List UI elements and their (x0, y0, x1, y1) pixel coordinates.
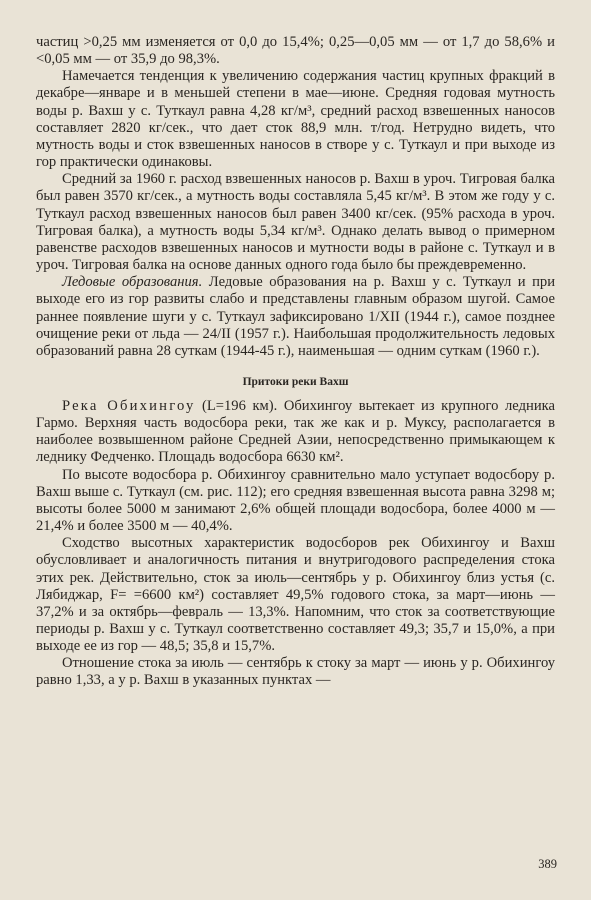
ice-lead: Ледовые образования. (62, 274, 203, 291)
section-title: Притоки реки Вахш (242, 375, 349, 388)
paragraph-turbidity: Намечается тенденция к увеличению содержания частиц крупных фракций в декабре—январе и в меньшей степени в мае—июне. Средняя годовая мутность воды р. Вахш у с. Туткаул равна 4,28 кг/м³, средний расход взвешенных наносов составляет 2820 кг/сек., что дает сток 88,9 млн. т/год. Нетрудно видеть, что мутность воды и сток взвешенных наносов в створе у с. Туткаул и при выходе из гор практически одинаковы. (36, 68, 555, 171)
obikhingou-text: (L=196 км). Обихингоу вытекает из крупного ледника Гармо. Верхняя часть водосбора реки, так же как и р. Муксу, располагается в наиболее возвышенном районе Средней Азии, непосредственно примыкающем к леднику Федченко. Площадь водосбора 6630 км². (36, 397, 555, 466)
ice-text: Ледовые образования на р. Вахш у с. Туткаул и при выходе его из гор развиты слабо и представлены главным образом шугой. Самое раннее появление шуги у с. Туткаул зафиксировано 1/XII (1944 г.), самое позднее очищение реки от льда — 24/II (1957 г.). Наибольшая продолжительность ледовых образований равна 28 суткам (1944-45 г.), наименьшая — одним суткам (1960 г.). (36, 274, 556, 359)
page-number: 389 (538, 857, 557, 871)
obikhingou-lead: Река Обихингоу (62, 397, 196, 414)
paragraph-ice (36, 274, 555, 360)
paragraph-1960-discharge: Средний за 1960 г. расход взвешенных наносов р. Вахш в уроч. Тигровая балка был равен 3570 кг/сек., а мутность воды составляла 5,45 кг/м³. В этом же году у с. Туткаул расход взвешенных наносов был равен 3400 кг/сек. (95% расхода в уроч. Тигровая балка), а мутность воды 5,34 кг/м³. Однако делать вывод о примерном равенстве расходов взвешенных наносов и мутности воды в районе с. Туткаул и в уроч. Тигровая балка на основе данных одного года было бы преждевременно. (36, 171, 555, 274)
paragraph-runoff-similarity: Сходство высотных характеристик водосборов рек Обихингоу и Вахш обусловливает и аналогичность питания и внутригодового распределения стока этих рек. Действительно, сток за июль—сентябрь у р. Обихингоу близ устья (с. Лябиджар, F= =6600 км²) составляет 49,5% годового стока, за март—июнь — 37,2% и за октябрь—февраль — 13,3%. Напомним, что сток за соответствующие периоды р. Вахш у с. Туткаул соответственно составляет 49,3; 35,7 и 15,0%, а при выходе ее из гор — 48,5; 35,8 и 15,7%. (36, 535, 555, 655)
paragraph-obikhingou (36, 398, 555, 467)
paragraph-runoff-ratio: Отношение стока за июль — сентябрь к стоку за март — июнь у р. Обихингоу равно 1,33, а у р. Вахш в указанных пунктах — (36, 655, 555, 689)
paragraph-catchment-height: По высоте водосбора р. Обихингоу сравнительно мало уступает водосбору р. Вахш выше с. Туткаул (см. рис. 112); его средняя взвешенная высота равна 3298 м; высоты более 5000 м занимают 2,6% общей площади водосбора, более 4000 м — 21,4% и более 3500 м — 40,4%. (36, 466, 555, 535)
paragraph-continued: частиц >0,25 мм изменяется от 0,0 до 15,4%; 0,25—0,05 мм — от 1,7 до 58,6% и <0,05 мм — от 35,9 до 98,3%. (36, 34, 555, 68)
